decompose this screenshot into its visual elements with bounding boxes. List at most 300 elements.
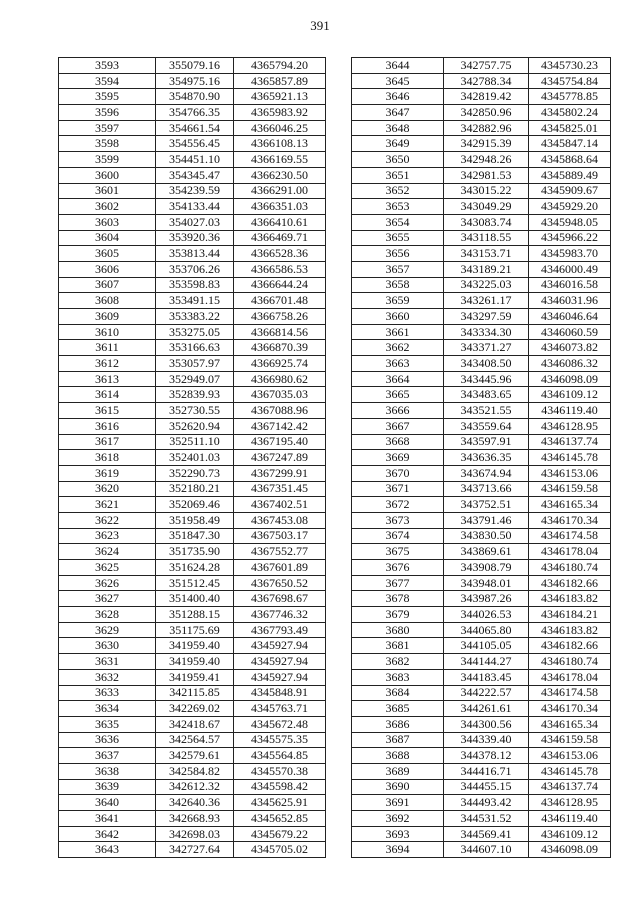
table-row: [352, 622, 611, 638]
y-coordinate-cell: 4346182.66: [529, 575, 611, 591]
y-coordinate-cell: 4346182.66: [529, 638, 611, 654]
table-row: [352, 842, 611, 858]
x-coordinate-cell: 353491.15: [156, 293, 234, 309]
x-coordinate-cell: 344531.52: [444, 811, 529, 827]
point-number-cell: 3602: [59, 199, 156, 215]
x-coordinate-cell: 354766.35: [156, 105, 234, 121]
x-coordinate-cell: 351624.28: [156, 560, 234, 576]
point-number-cell: 3630: [59, 638, 156, 654]
x-coordinate-cell: 344493.42: [444, 795, 529, 811]
table-row: [352, 497, 611, 513]
table-row: [352, 418, 611, 434]
y-coordinate-cell: 4346046.64: [529, 309, 611, 325]
x-coordinate-cell: 344339.40: [444, 732, 529, 748]
table-row: [352, 669, 611, 685]
table-row: [59, 450, 326, 466]
table-row: [59, 199, 326, 215]
point-number-cell: 3687: [352, 732, 444, 748]
y-coordinate-cell: 4366410.61: [234, 214, 326, 230]
x-coordinate-cell: 343483.65: [444, 387, 529, 403]
y-coordinate-cell: 4346170.34: [529, 701, 611, 717]
table-row: [352, 591, 611, 607]
point-number-cell: 3639: [59, 779, 156, 795]
x-coordinate-cell: 353920.36: [156, 230, 234, 246]
point-number-cell: 3658: [352, 277, 444, 293]
point-number-cell: 3678: [352, 591, 444, 607]
y-coordinate-cell: 4345909.67: [529, 183, 611, 199]
point-number-cell: 3603: [59, 214, 156, 230]
x-coordinate-cell: 344065.80: [444, 622, 529, 638]
table-row: [352, 748, 611, 764]
x-coordinate-cell: 342819.42: [444, 89, 529, 105]
y-coordinate-cell: 4345754.84: [529, 73, 611, 89]
y-coordinate-cell: 4346174.58: [529, 685, 611, 701]
x-coordinate-cell: 343118.55: [444, 230, 529, 246]
point-number-cell: 3693: [352, 826, 444, 842]
x-coordinate-cell: 343869.61: [444, 544, 529, 560]
x-coordinate-cell: 344026.53: [444, 607, 529, 623]
table-row: [352, 183, 611, 199]
x-coordinate-cell: 342668.93: [156, 811, 234, 827]
point-number-cell: 3619: [59, 465, 156, 481]
point-number-cell: 3610: [59, 324, 156, 340]
point-number-cell: 3634: [59, 701, 156, 717]
point-number-cell: 3661: [352, 324, 444, 340]
table-row: [352, 654, 611, 670]
point-number-cell: 3656: [352, 246, 444, 262]
x-coordinate-cell: 354661.54: [156, 120, 234, 136]
point-number-cell: 3655: [352, 230, 444, 246]
y-coordinate-cell: 4346145.78: [529, 763, 611, 779]
point-number-cell: 3670: [352, 465, 444, 481]
x-coordinate-cell: 342269.02: [156, 701, 234, 717]
table-row: [59, 293, 326, 309]
y-coordinate-cell: 4345679.22: [234, 826, 326, 842]
table-row: [59, 497, 326, 513]
point-number-cell: 3604: [59, 230, 156, 246]
y-coordinate-cell: 4367746.32: [234, 607, 326, 623]
y-coordinate-cell: 4367247.89: [234, 450, 326, 466]
point-number-cell: 3692: [352, 811, 444, 827]
point-number-cell: 3648: [352, 120, 444, 136]
y-coordinate-cell: 4345705.02: [234, 842, 326, 858]
point-number-cell: 3666: [352, 403, 444, 419]
y-coordinate-cell: 4366980.62: [234, 371, 326, 387]
coordinate-table-right: [351, 57, 611, 858]
point-number-cell: 3611: [59, 340, 156, 356]
table-row: [352, 685, 611, 701]
table-row: [352, 387, 611, 403]
x-coordinate-cell: 354975.16: [156, 73, 234, 89]
x-coordinate-cell: 342727.64: [156, 842, 234, 858]
y-coordinate-cell: 4345672.48: [234, 716, 326, 732]
table-row: [59, 607, 326, 623]
table-row: [352, 512, 611, 528]
x-coordinate-cell: 353383.22: [156, 309, 234, 325]
y-coordinate-cell: 4367453.08: [234, 512, 326, 528]
y-coordinate-cell: 4366814.56: [234, 324, 326, 340]
y-coordinate-cell: 4365857.89: [234, 73, 326, 89]
y-coordinate-cell: 4367793.49: [234, 622, 326, 638]
table-row: [352, 607, 611, 623]
y-coordinate-cell: 4367698.67: [234, 591, 326, 607]
x-coordinate-cell: 343371.27: [444, 340, 529, 356]
table-row: [352, 89, 611, 105]
y-coordinate-cell: 4366230.50: [234, 167, 326, 183]
table-row: [59, 73, 326, 89]
point-number-cell: 3614: [59, 387, 156, 403]
x-coordinate-cell: 354556.45: [156, 136, 234, 152]
x-coordinate-cell: 342612.32: [156, 779, 234, 795]
point-number-cell: 3635: [59, 716, 156, 732]
x-coordinate-cell: 343153.71: [444, 246, 529, 262]
x-coordinate-cell: 353057.97: [156, 356, 234, 372]
point-number-cell: 3607: [59, 277, 156, 293]
table-row: [59, 465, 326, 481]
table-row: [59, 434, 326, 450]
y-coordinate-cell: 4346073.82: [529, 340, 611, 356]
x-coordinate-cell: 352180.21: [156, 481, 234, 497]
point-number-cell: 3615: [59, 403, 156, 419]
point-number-cell: 3633: [59, 685, 156, 701]
x-coordinate-cell: 343987.26: [444, 591, 529, 607]
x-coordinate-cell: 343521.55: [444, 403, 529, 419]
x-coordinate-cell: 344300.56: [444, 716, 529, 732]
x-coordinate-cell: 342850.96: [444, 105, 529, 121]
point-number-cell: 3631: [59, 654, 156, 670]
table-row: [352, 324, 611, 340]
point-number-cell: 3609: [59, 309, 156, 325]
table-row: [352, 638, 611, 654]
point-number-cell: 3646: [352, 89, 444, 105]
point-number-cell: 3605: [59, 246, 156, 262]
x-coordinate-cell: 343334.30: [444, 324, 529, 340]
y-coordinate-cell: 4367142.42: [234, 418, 326, 434]
x-coordinate-cell: 344378.12: [444, 748, 529, 764]
y-coordinate-cell: 4345598.42: [234, 779, 326, 795]
y-coordinate-cell: 4346184.21: [529, 607, 611, 623]
table-row: [352, 450, 611, 466]
point-number-cell: 3624: [59, 544, 156, 560]
y-coordinate-cell: 4366644.24: [234, 277, 326, 293]
table-row: [352, 434, 611, 450]
x-coordinate-cell: 344144.27: [444, 654, 529, 670]
y-coordinate-cell: 4366586.53: [234, 261, 326, 277]
y-coordinate-cell: 4346165.34: [529, 716, 611, 732]
table-row: [352, 779, 611, 795]
point-number-cell: 3672: [352, 497, 444, 513]
point-number-cell: 3685: [352, 701, 444, 717]
point-number-cell: 3664: [352, 371, 444, 387]
table-row: [59, 105, 326, 121]
point-number-cell: 3688: [352, 748, 444, 764]
x-coordinate-cell: 352949.07: [156, 371, 234, 387]
x-coordinate-cell: 351512.45: [156, 575, 234, 591]
point-number-cell: 3686: [352, 716, 444, 732]
point-number-cell: 3690: [352, 779, 444, 795]
x-coordinate-cell: 351175.69: [156, 622, 234, 638]
point-number-cell: 3679: [352, 607, 444, 623]
x-coordinate-cell: 352730.55: [156, 403, 234, 419]
x-coordinate-cell: 352511.10: [156, 434, 234, 450]
y-coordinate-cell: 4366469.71: [234, 230, 326, 246]
table-row: [59, 58, 326, 74]
point-number-cell: 3616: [59, 418, 156, 434]
x-coordinate-cell: 351400.40: [156, 591, 234, 607]
table-row: [59, 403, 326, 419]
table-row: [352, 560, 611, 576]
x-coordinate-cell: 354239.59: [156, 183, 234, 199]
y-coordinate-cell: 4345983.70: [529, 246, 611, 262]
point-number-cell: 3612: [59, 356, 156, 372]
x-coordinate-cell: 343597.91: [444, 434, 529, 450]
x-coordinate-cell: 344222.57: [444, 685, 529, 701]
x-coordinate-cell: 353598.83: [156, 277, 234, 293]
y-coordinate-cell: 4367299.91: [234, 465, 326, 481]
y-coordinate-cell: 4345966.22: [529, 230, 611, 246]
table-row: [352, 261, 611, 277]
y-coordinate-cell: 4345575.35: [234, 732, 326, 748]
table-row: [352, 465, 611, 481]
y-coordinate-cell: 4345652.85: [234, 811, 326, 827]
x-coordinate-cell: 342882.96: [444, 120, 529, 136]
table-row: [352, 371, 611, 387]
point-number-cell: 3684: [352, 685, 444, 701]
table-row: [59, 89, 326, 105]
y-coordinate-cell: 4345889.49: [529, 167, 611, 183]
point-number-cell: 3694: [352, 842, 444, 858]
point-number-cell: 3606: [59, 261, 156, 277]
y-coordinate-cell: 4346159.58: [529, 732, 611, 748]
y-coordinate-cell: 4346180.74: [529, 560, 611, 576]
x-coordinate-cell: 342564.57: [156, 732, 234, 748]
x-coordinate-cell: 342640.36: [156, 795, 234, 811]
table-row: [352, 309, 611, 325]
table-row: [352, 811, 611, 827]
x-coordinate-cell: 351958.49: [156, 512, 234, 528]
y-coordinate-cell: 4345927.94: [234, 638, 326, 654]
y-coordinate-cell: 4346137.74: [529, 434, 611, 450]
table-row: [352, 544, 611, 560]
table-row: [59, 842, 326, 858]
y-coordinate-cell: 4366351.03: [234, 199, 326, 215]
x-coordinate-cell: 351288.15: [156, 607, 234, 623]
y-coordinate-cell: 4345848.91: [234, 685, 326, 701]
y-coordinate-cell: 4345868.64: [529, 152, 611, 168]
point-number-cell: 3621: [59, 497, 156, 513]
y-coordinate-cell: 4346128.95: [529, 795, 611, 811]
table-row: [352, 246, 611, 262]
table-row: [352, 481, 611, 497]
point-number-cell: 3682: [352, 654, 444, 670]
x-coordinate-cell: 343674.94: [444, 465, 529, 481]
table-row: [352, 230, 611, 246]
y-coordinate-cell: 4346174.58: [529, 528, 611, 544]
y-coordinate-cell: 4346180.74: [529, 654, 611, 670]
y-coordinate-cell: 4346119.40: [529, 811, 611, 827]
point-number-cell: 3629: [59, 622, 156, 638]
table-row: [59, 638, 326, 654]
table-row: [59, 528, 326, 544]
point-number-cell: 3677: [352, 575, 444, 591]
x-coordinate-cell: 342948.26: [444, 152, 529, 168]
table-row: [352, 199, 611, 215]
x-coordinate-cell: 343297.59: [444, 309, 529, 325]
x-coordinate-cell: 344607.10: [444, 842, 529, 858]
x-coordinate-cell: 342757.75: [444, 58, 529, 74]
table-row: [59, 277, 326, 293]
y-coordinate-cell: 4367552.77: [234, 544, 326, 560]
point-number-cell: 3647: [352, 105, 444, 121]
table-row: [59, 371, 326, 387]
x-coordinate-cell: 342915.39: [444, 136, 529, 152]
table-row: [352, 167, 611, 183]
point-number-cell: 3608: [59, 293, 156, 309]
table-row: [352, 528, 611, 544]
table-row: [59, 763, 326, 779]
point-number-cell: 3676: [352, 560, 444, 576]
point-number-cell: 3652: [352, 183, 444, 199]
point-number-cell: 3662: [352, 340, 444, 356]
y-coordinate-cell: 4346000.49: [529, 261, 611, 277]
table-row: [352, 277, 611, 293]
y-coordinate-cell: 4366291.00: [234, 183, 326, 199]
page-number: 391: [310, 18, 330, 33]
y-coordinate-cell: 4366169.55: [234, 152, 326, 168]
x-coordinate-cell: 344261.61: [444, 701, 529, 717]
x-coordinate-cell: 351735.90: [156, 544, 234, 560]
point-number-cell: 3640: [59, 795, 156, 811]
point-number-cell: 3618: [59, 450, 156, 466]
table-row: [59, 716, 326, 732]
x-coordinate-cell: 354027.03: [156, 214, 234, 230]
point-number-cell: 3681: [352, 638, 444, 654]
table-row: [59, 340, 326, 356]
y-coordinate-cell: 4346170.34: [529, 512, 611, 528]
y-coordinate-cell: 4346031.96: [529, 293, 611, 309]
point-number-cell: 3601: [59, 183, 156, 199]
y-coordinate-cell: 4367088.96: [234, 403, 326, 419]
table-row: [59, 575, 326, 591]
y-coordinate-cell: 4367402.51: [234, 497, 326, 513]
x-coordinate-cell: 344569.41: [444, 826, 529, 842]
x-coordinate-cell: 354870.90: [156, 89, 234, 105]
y-coordinate-cell: 4346098.09: [529, 842, 611, 858]
x-coordinate-cell: 343830.50: [444, 528, 529, 544]
point-number-cell: 3671: [352, 481, 444, 497]
x-coordinate-cell: 353706.26: [156, 261, 234, 277]
coordinate-table-left: [58, 57, 326, 858]
y-coordinate-cell: 4366925.74: [234, 356, 326, 372]
point-number-cell: 3654: [352, 214, 444, 230]
point-number-cell: 3651: [352, 167, 444, 183]
y-coordinate-cell: 4366701.48: [234, 293, 326, 309]
y-coordinate-cell: 4367195.40: [234, 434, 326, 450]
y-coordinate-cell: 4367351.45: [234, 481, 326, 497]
point-number-cell: 3659: [352, 293, 444, 309]
y-coordinate-cell: 4366528.36: [234, 246, 326, 262]
y-coordinate-cell: 4346145.78: [529, 450, 611, 466]
x-coordinate-cell: 343225.03: [444, 277, 529, 293]
point-number-cell: 3649: [352, 136, 444, 152]
x-coordinate-cell: 343261.17: [444, 293, 529, 309]
point-number-cell: 3675: [352, 544, 444, 560]
x-coordinate-cell: 342788.34: [444, 73, 529, 89]
x-coordinate-cell: 354345.47: [156, 167, 234, 183]
point-number-cell: 3660: [352, 309, 444, 325]
table-row: [59, 544, 326, 560]
point-number-cell: 3673: [352, 512, 444, 528]
point-number-cell: 3667: [352, 418, 444, 434]
point-number-cell: 3613: [59, 371, 156, 387]
x-coordinate-cell: 342579.61: [156, 748, 234, 764]
table-row: [352, 340, 611, 356]
y-coordinate-cell: 4345927.94: [234, 669, 326, 685]
y-coordinate-cell: 4345570.38: [234, 763, 326, 779]
table-row: [352, 575, 611, 591]
point-number-cell: 3617: [59, 434, 156, 450]
table-row: [59, 136, 326, 152]
y-coordinate-cell: 4346119.40: [529, 403, 611, 419]
table-row: [59, 701, 326, 717]
table-row: [352, 136, 611, 152]
y-coordinate-cell: 4365983.92: [234, 105, 326, 121]
point-number-cell: 3644: [352, 58, 444, 74]
y-coordinate-cell: 4346178.04: [529, 544, 611, 560]
table-row: [352, 356, 611, 372]
point-number-cell: 3637: [59, 748, 156, 764]
table-row: [59, 309, 326, 325]
y-coordinate-cell: 4346137.74: [529, 779, 611, 795]
table-row: [59, 481, 326, 497]
point-number-cell: 3645: [352, 73, 444, 89]
y-coordinate-cell: 4346109.12: [529, 387, 611, 403]
x-coordinate-cell: 352290.73: [156, 465, 234, 481]
table-row: [59, 622, 326, 638]
x-coordinate-cell: 351847.30: [156, 528, 234, 544]
table-row: [352, 763, 611, 779]
x-coordinate-cell: 353166.63: [156, 340, 234, 356]
table-row: [59, 261, 326, 277]
point-number-cell: 3650: [352, 152, 444, 168]
point-number-cell: 3632: [59, 669, 156, 685]
table-row: [59, 732, 326, 748]
table-row: [59, 795, 326, 811]
point-number-cell: 3628: [59, 607, 156, 623]
point-number-cell: 3625: [59, 560, 156, 576]
table-row: [352, 732, 611, 748]
point-number-cell: 3597: [59, 120, 156, 136]
x-coordinate-cell: 352620.94: [156, 418, 234, 434]
x-coordinate-cell: 352069.46: [156, 497, 234, 513]
table-row: [352, 701, 611, 717]
x-coordinate-cell: 344183.45: [444, 669, 529, 685]
x-coordinate-cell: 341959.40: [156, 638, 234, 654]
x-coordinate-cell: 343445.96: [444, 371, 529, 387]
point-number-cell: 3691: [352, 795, 444, 811]
x-coordinate-cell: 344455.15: [444, 779, 529, 795]
y-coordinate-cell: 4367650.52: [234, 575, 326, 591]
point-number-cell: 3674: [352, 528, 444, 544]
y-coordinate-cell: 4346183.82: [529, 591, 611, 607]
x-coordinate-cell: 341959.40: [156, 654, 234, 670]
x-coordinate-cell: 342418.67: [156, 716, 234, 732]
table-row: [59, 230, 326, 246]
point-number-cell: 3596: [59, 105, 156, 121]
y-coordinate-cell: 4346086.32: [529, 356, 611, 372]
table-row: [352, 120, 611, 136]
y-coordinate-cell: 4345730.23: [529, 58, 611, 74]
